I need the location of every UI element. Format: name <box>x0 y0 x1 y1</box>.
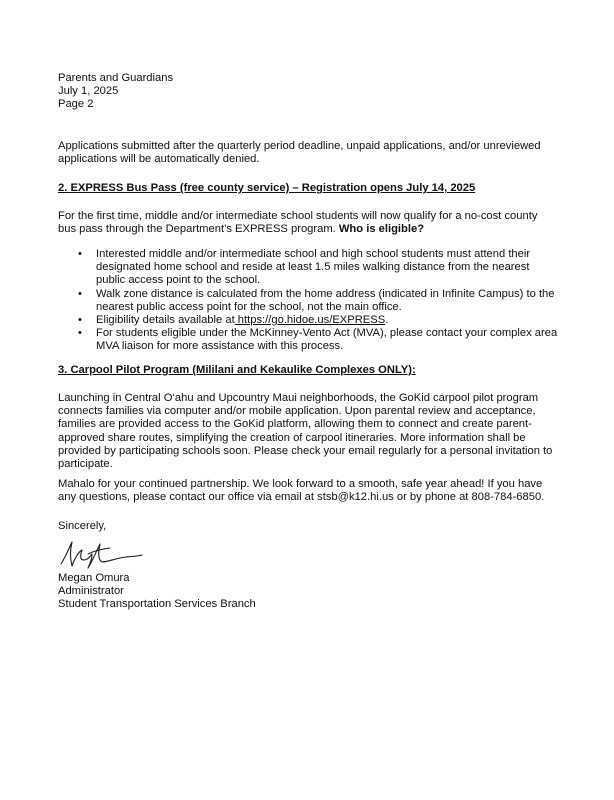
section-2-paragraph-block <box>58 210 558 236</box>
letter-header <box>58 72 558 112</box>
signer-title: Administrator <box>58 585 124 598</box>
section-3-heading: 3. Carpool Pilot Program (Mililani and Kekaulike Complexes ONLY): <box>58 364 416 376</box>
section-2-paragraph-text: For the first time, middle and/or intermediate school students will now qualify for a no-cost county bus pass through the Department’s EXPRESS program. <box>58 210 538 236</box>
signoff: Sincerely, <box>58 520 107 532</box>
list-item <box>58 248 558 288</box>
signer-branch: Student Transportation Services Branch <box>58 598 256 611</box>
eligibility-list-block <box>58 248 558 354</box>
signer-block <box>58 572 558 612</box>
signer-name: Megan Omura <box>58 572 130 584</box>
bullet-text: Interested middle and/or intermediate school and high school students must attend their designated home school and reside at least 1.5 miles walking distance from the nearest public access point to the school. <box>96 248 531 287</box>
closing-paragraph-block <box>58 478 558 504</box>
signoff-block <box>58 520 558 533</box>
list-item <box>58 314 558 327</box>
section-2-heading: 2. EXPRESS Bus Pass (free county service) – Registration opens July 14, 2025 <box>58 182 476 194</box>
recipient-line: Parents and Guardians <box>58 72 174 84</box>
section-2-paragraph <box>58 210 558 236</box>
section-3-paragraph: Launching in Central O‘ahu and Upcountry Maui neighborhoods, the GoKid carpool pilot program connects families via computer and/or mobile application. Upon parental review and acceptance, families are provided access to the GoKid platform, allowing them to connect and create parent-approved share routes, simplifying the creation of carpool itineraries. More information shall be provided by participating schools soon. Please check your email regularly for a personal invitation to participate. <box>58 392 553 471</box>
bullet-text: For students eligible under the McKinney-Vento Act (MVA), please contact your complex area MVA liaison for more assistance with this process. <box>96 327 558 353</box>
bullet-text: Eligibility details available at <box>96 314 235 327</box>
page-number: Page 2 <box>58 98 94 111</box>
section-3-heading-block <box>58 364 558 377</box>
eligibility-list <box>58 248 558 354</box>
signature-image <box>58 538 148 570</box>
closing-paragraph: Mahalo for your continued partnership. We look forward to a smooth, safe year ahead! If you have any questions, please contact our office via email at stsb@k12.hi.us or by phone at 808-784-6850. <box>58 478 545 504</box>
bullet-suffix: . <box>385 314 389 327</box>
express-link[interactable]: https://go.hidoe.us/EXPRESS <box>234 314 386 327</box>
intro-paragraph: Applications submitted after the quarterly period deadline, unpaid applications, and/or unreviewed applications will be automatically denied. <box>58 140 541 166</box>
bullet-text: Walk zone distance is calculated from the home address (indicated in Infinite Campus) to the nearest public access point for the school, not the main office. <box>96 287 555 313</box>
section-3-paragraph-block <box>58 392 558 471</box>
list-item <box>58 327 558 353</box>
list-item <box>58 288 558 314</box>
section-2-heading-block <box>58 182 558 195</box>
date-line: July 1, 2025 <box>58 85 119 98</box>
intro-paragraph-block <box>58 140 558 166</box>
who-is-eligible-text: Who is eligible? <box>338 223 425 236</box>
